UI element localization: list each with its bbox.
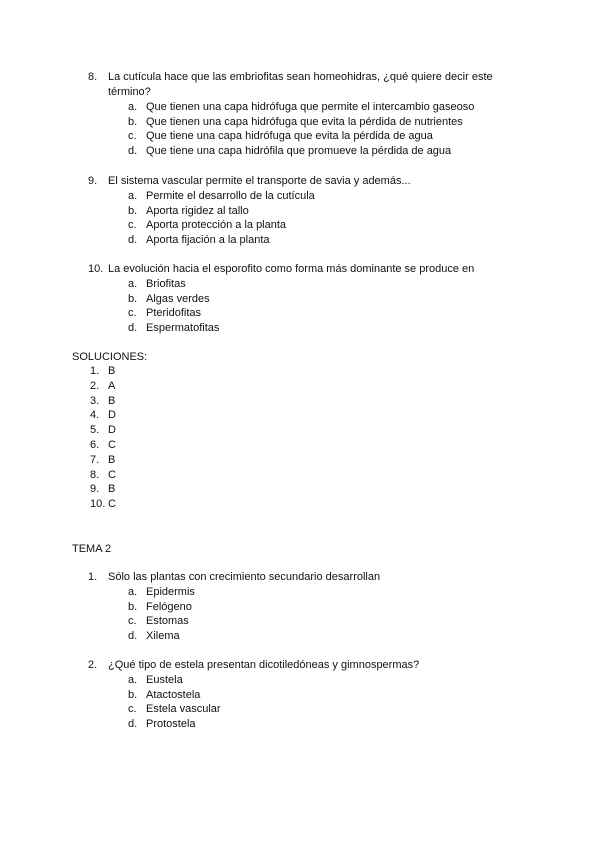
solution-answer: D: [108, 409, 116, 422]
option-text: Aporta rigidez al tallo: [146, 204, 249, 217]
solution-answer: C: [108, 468, 116, 481]
solution-answer: B: [108, 394, 116, 407]
option-letter: b.: [128, 292, 138, 305]
solutions-list: [90, 364, 116, 512]
solution-item: [90, 408, 116, 423]
option-letter: a.: [128, 674, 138, 686]
option-letter: a.: [128, 278, 138, 290]
question-9: [88, 174, 528, 248]
option-text: Estela vascular: [146, 703, 221, 716]
solution-number: 6.: [90, 438, 100, 451]
solution-item: [90, 453, 116, 468]
solution-answer: C: [108, 498, 116, 511]
option-text: Que tiene una capa hidrófuga que evita la pérdida de agua: [146, 130, 433, 143]
option-letter: d.: [128, 630, 138, 643]
option: [128, 233, 528, 248]
option: [128, 614, 528, 629]
option-text: Que tienen una capa hidrófuga que evita la pérdida de nutrientes: [146, 115, 463, 128]
option: [128, 717, 528, 732]
option-letter: a.: [128, 101, 138, 113]
solution-number: 4.: [90, 409, 100, 422]
solution-item: [90, 468, 116, 483]
option-text: Felógeno: [146, 600, 192, 613]
solution-item: [90, 364, 116, 379]
option: [128, 292, 528, 307]
option-text: Protostela: [146, 718, 196, 731]
solution-answer: C: [108, 438, 116, 451]
option-letter: d.: [128, 718, 138, 731]
option: [128, 100, 528, 115]
option-letter: a.: [128, 190, 138, 202]
solution-answer: D: [108, 424, 116, 437]
option: [128, 306, 528, 321]
option-letter: b.: [128, 115, 138, 128]
question-text: Sólo las plantas con crecimiento secundario desarrollan: [108, 571, 381, 583]
option-letter: b.: [128, 600, 138, 613]
solution-item: [90, 423, 116, 438]
option: [128, 204, 528, 219]
option-letter: d.: [128, 234, 138, 247]
solution-item: [90, 482, 116, 497]
question-text: La evolución hacia el esporofito como forma más dominante se produce en: [108, 263, 475, 275]
option: [128, 321, 528, 336]
option-letter: a.: [128, 586, 138, 598]
tema2-question-2: [88, 658, 528, 732]
question-10: [88, 262, 528, 336]
tema2-question-1: [88, 570, 528, 644]
option: [128, 115, 528, 130]
option-text: Pteridofitas: [146, 307, 202, 320]
option: [128, 218, 528, 233]
option-letter: c.: [128, 219, 137, 232]
option-text: Aporta protección a la planta: [146, 219, 287, 232]
solution-item: [90, 394, 116, 409]
option-letter: b.: [128, 204, 138, 217]
section-title: TEMA 2: [72, 543, 112, 555]
solution-answer: A: [108, 379, 116, 392]
solution-answer: B: [108, 483, 116, 496]
option-text: Eustela: [146, 674, 183, 686]
solution-item: [90, 438, 116, 453]
option-letter: d.: [128, 322, 138, 335]
option-letter: c.: [128, 130, 137, 143]
option: [128, 702, 528, 717]
question-number: 2.: [88, 659, 98, 671]
solution-number: 7.: [90, 453, 100, 466]
option: [128, 144, 528, 159]
option: [128, 688, 528, 703]
option-text: Briofitas: [146, 278, 186, 290]
question-8: [88, 70, 528, 159]
option-text: Que tienen una capa hidrófuga que permite el intercambio gaseoso: [146, 101, 475, 113]
option: [128, 600, 528, 615]
solution-number: 1.: [90, 365, 100, 377]
option-letter: c.: [128, 615, 137, 628]
solution-number: 3.: [90, 394, 100, 407]
solution-item: [90, 497, 116, 512]
question-number: 1.: [88, 571, 98, 583]
option-letter: d.: [128, 145, 138, 158]
question-text: La cutícula hace que las embriofitas sean homeohidras, ¿qué quiere decir este término?: [108, 71, 493, 98]
option: [128, 585, 528, 600]
solution-number: 10.: [90, 498, 106, 511]
option-text: Estomas: [146, 615, 189, 628]
solutions-title: SOLUCIONES:: [72, 351, 148, 363]
option: [128, 629, 528, 644]
option: [128, 277, 528, 292]
option-text: Atactostela: [146, 688, 201, 701]
question-number: 10.: [88, 263, 104, 275]
solution-item: [90, 379, 116, 394]
question-text: El sistema vascular permite el transporte de savia y además...: [108, 175, 411, 187]
option-text: Xilema: [146, 630, 180, 643]
solution-number: 9.: [90, 483, 100, 496]
solution-number: 8.: [90, 468, 100, 481]
option: [128, 189, 528, 204]
option-text: Algas verdes: [146, 292, 210, 305]
option-text: Permite el desarrollo de la cutícula: [146, 190, 315, 202]
option-text: Aporta fijación a la planta: [146, 234, 270, 247]
option-text: Espermatofitas: [146, 322, 220, 335]
option-letter: c.: [128, 703, 137, 716]
option-letter: b.: [128, 688, 138, 701]
solution-answer: B: [108, 453, 116, 466]
question-number: 9.: [88, 175, 98, 187]
question-number: 8.: [88, 71, 98, 83]
solution-number: 5.: [90, 424, 100, 437]
option-letter: c.: [128, 307, 137, 320]
solution-answer: B: [108, 365, 116, 377]
option-text: Epidermis: [146, 586, 195, 598]
question-text: ¿Qué tipo de estela presentan dicotiledóneas y gimnospermas?: [108, 659, 420, 671]
option: [128, 129, 528, 144]
option: [128, 673, 528, 688]
option-text: Que tiene una capa hidrófila que promueve la pérdida de agua: [146, 145, 452, 158]
solution-number: 2.: [90, 379, 100, 392]
